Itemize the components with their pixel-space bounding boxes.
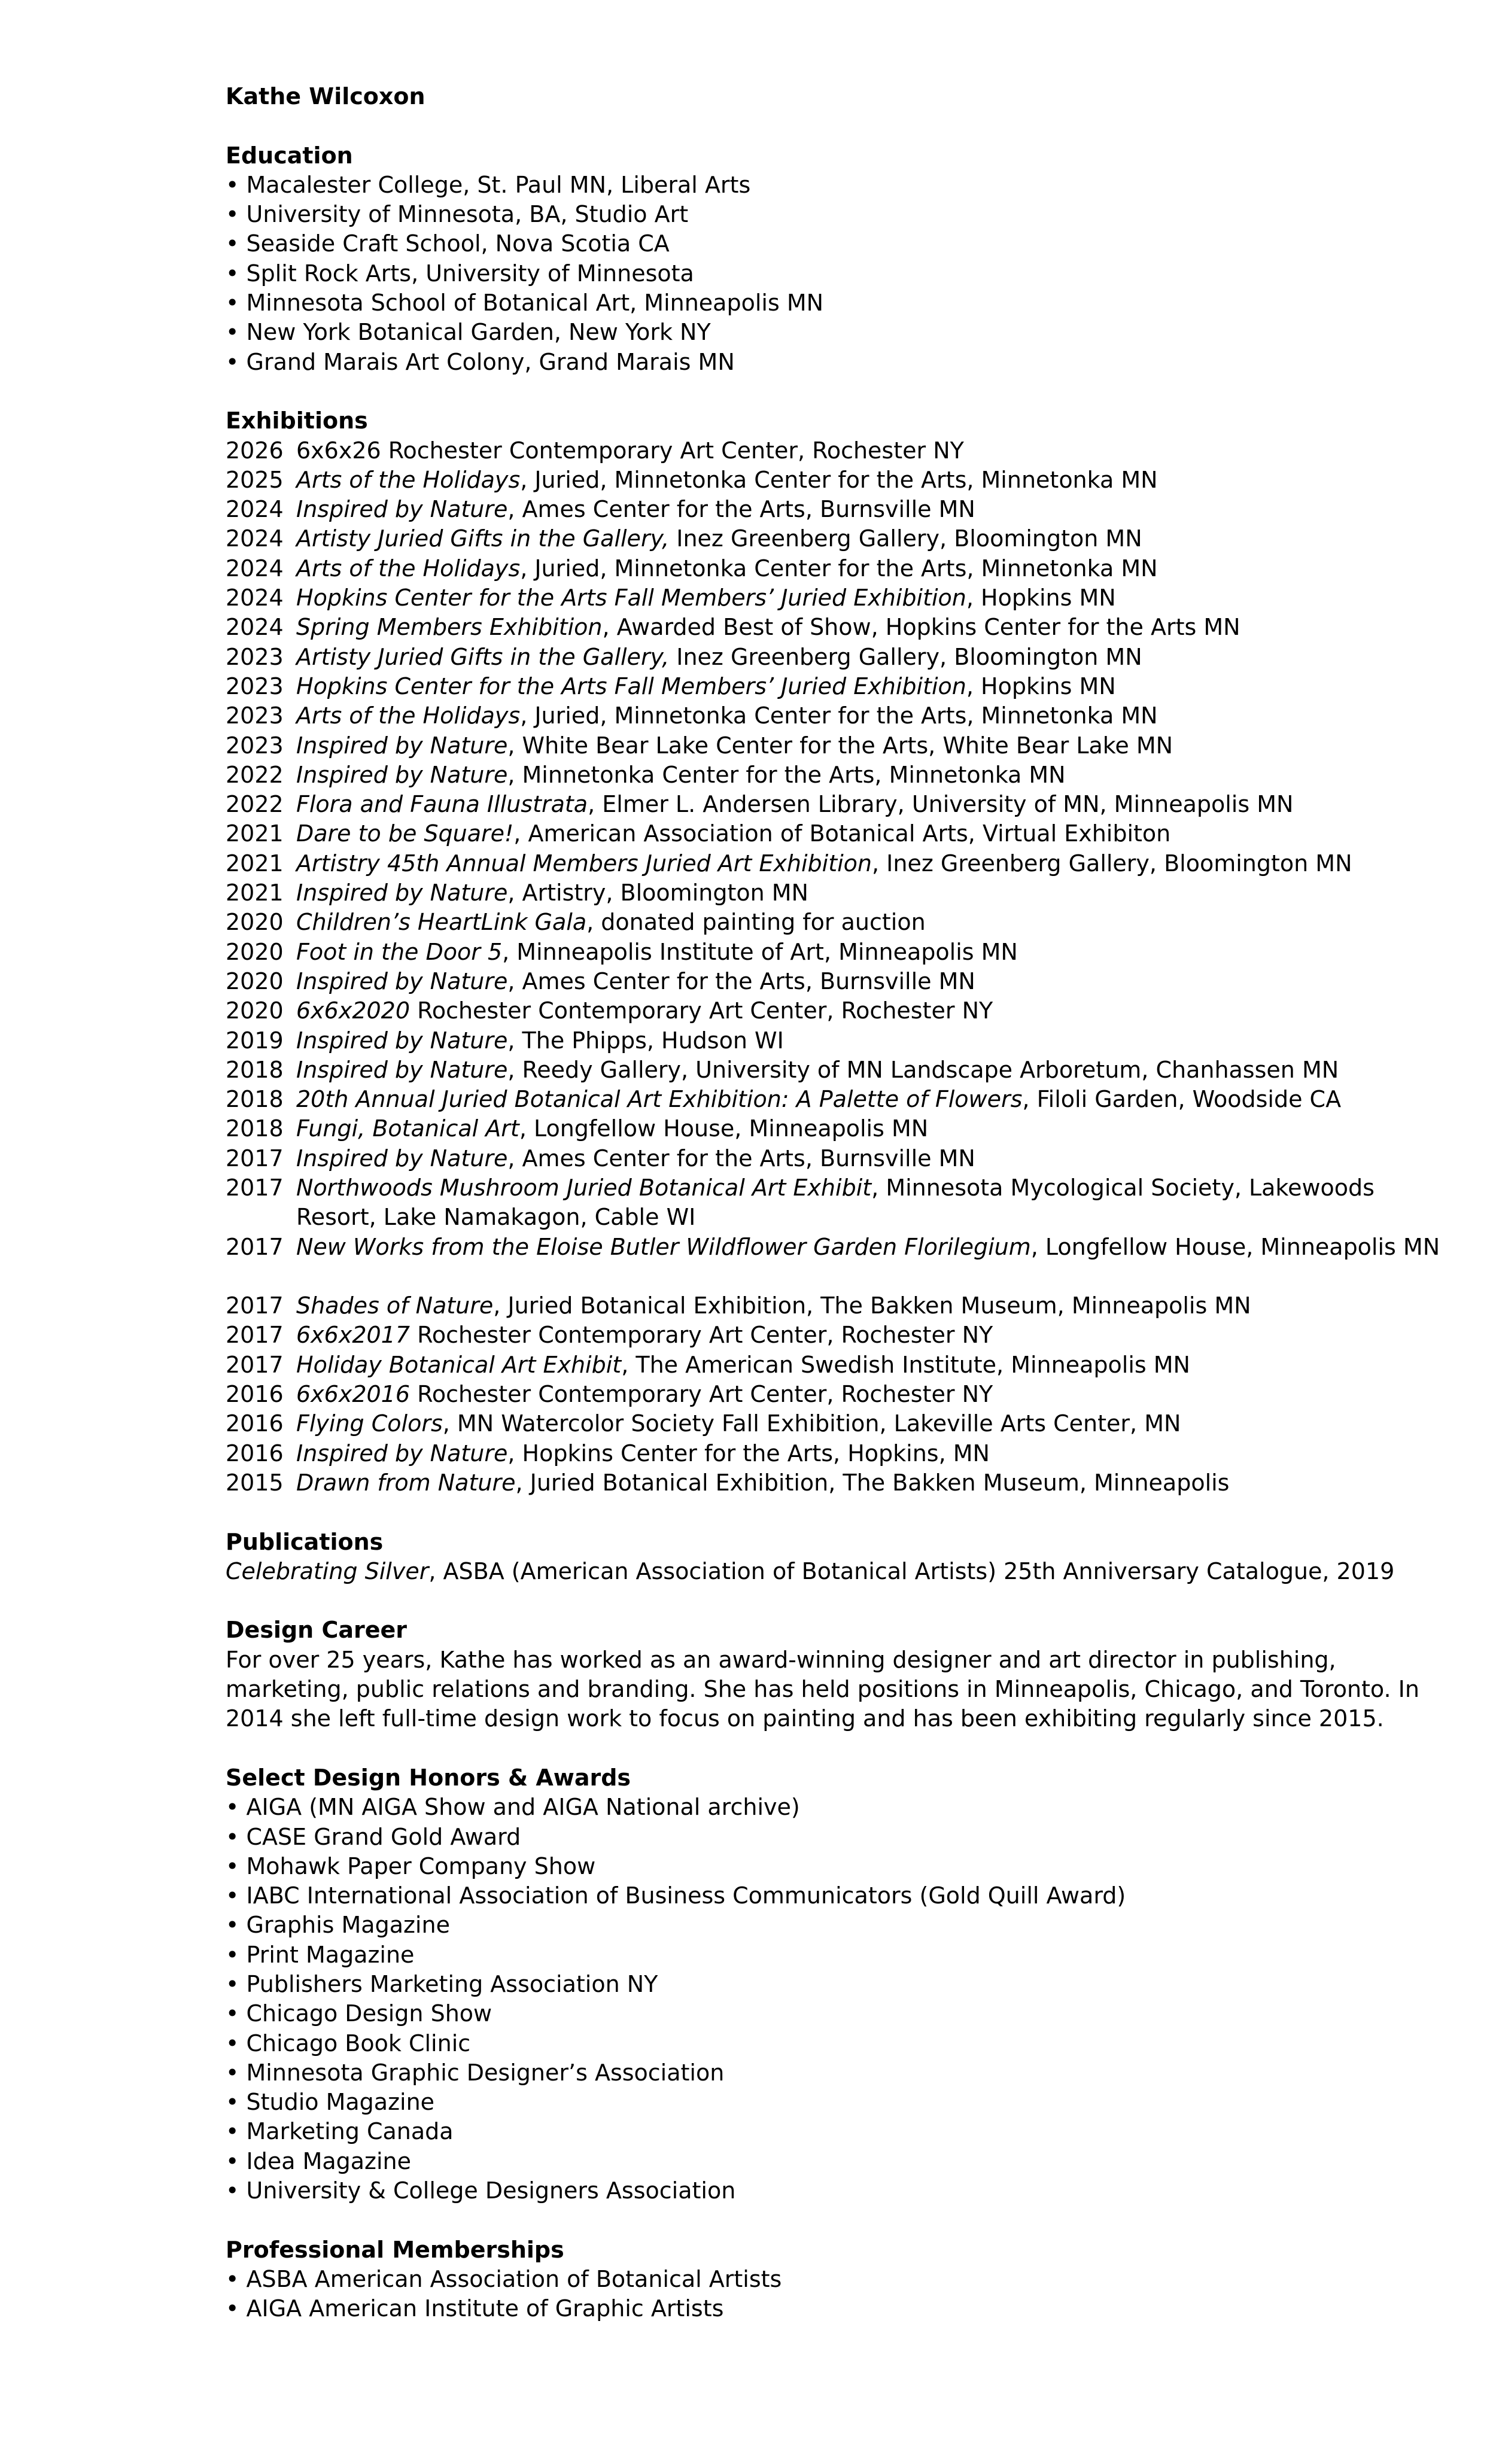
exhibition-year: 2017	[226, 1292, 284, 1319]
exhibition-year: 2017	[226, 1322, 284, 1349]
exhibition-description	[296, 761, 1458, 790]
exhibition-details: , Hopkins Center for the Arts, Hopkins, MN	[507, 1440, 990, 1467]
exhibition-details: , Artistry, Bloomington MN	[507, 880, 808, 906]
exhibition-details: , American Association of Botanical Arts, Virtual Exhibiton	[513, 820, 1171, 847]
exhibition-year: 2017	[226, 1351, 284, 1378]
publications-heading: Publications	[226, 1528, 384, 1555]
publication-title: Celebrating Silver	[226, 1558, 429, 1584]
exhibition-description	[296, 1233, 1458, 1292]
exhibition-description	[296, 524, 1458, 553]
exhibition-description	[296, 1439, 1458, 1468]
exhibition-details: , Hopkins MN	[966, 673, 1116, 699]
exhibition-details: , Ames Center for the Arts, Burnsville MN	[507, 1145, 975, 1172]
exhibition-year: 2020	[226, 997, 284, 1024]
exhibition-entry	[226, 1380, 1458, 1409]
exhibition-description	[296, 1468, 1458, 1498]
exhibition-description	[296, 908, 1458, 937]
list-item: • Grand Marais Art Colony, Grand Marais MN	[226, 348, 1458, 377]
exhibition-description	[296, 1321, 1458, 1350]
exhibition-details: , Minnesota Mycological Society, Lakewoods Resort, Lake Namakagon, Cable WI	[296, 1174, 1382, 1231]
exhibition-title: Children’s HeartLink Gala	[296, 909, 587, 936]
exhibition-year: 2026	[226, 437, 284, 464]
exhibition-details: , Longfellow House, Minneapolis MN	[519, 1115, 929, 1142]
list-item: • Graphis Magazine	[226, 1911, 1458, 1940]
exhibition-title: Holiday Botanical Art Exhibit	[296, 1351, 622, 1378]
exhibition-entry	[226, 849, 1458, 878]
exhibition-year: 2019	[226, 1027, 284, 1054]
exhibition-title: 20th Annual Juried Botanical Art Exhibition: A Palette of Flowers	[296, 1086, 1023, 1113]
exhibition-title: Fungi, Botanical Art	[296, 1115, 519, 1142]
list-item: • Split Rock Arts, University of Minnesota	[226, 259, 1458, 288]
exhibition-title: Artistry 45th Annual Members Juried Art Exhibition	[296, 850, 872, 877]
list-item: • Idea Magazine	[226, 2147, 1458, 2176]
exhibition-year: 2020	[226, 938, 284, 965]
exhibition-description	[296, 1144, 1458, 1173]
exhibition-description	[296, 554, 1458, 583]
list-item: • University of Minnesota, BA, Studio Art	[226, 200, 1458, 229]
memberships-list	[226, 2265, 1458, 2324]
exhibition-year: 2017	[226, 1233, 284, 1260]
exhibition-entry	[226, 761, 1458, 790]
exhibition-details: Inez Greenberg Gallery, Bloomington MN	[669, 643, 1142, 670]
exhibition-year: 2020	[226, 909, 284, 936]
exhibition-year: 2022	[226, 761, 284, 788]
exhibition-description	[296, 495, 1458, 524]
exhibition-entry	[226, 878, 1458, 908]
exhibition-description	[296, 1350, 1458, 1380]
exhibition-title: Artisty Juried Gifts in the Gallery,	[296, 643, 670, 670]
page-title: Kathe Wilcoxon	[226, 83, 425, 109]
exhibition-description	[296, 819, 1458, 848]
exhibition-entry	[226, 819, 1458, 848]
exhibition-title: New Works from the Eloise Butler Wildflower Garden Florilegium	[296, 1233, 1031, 1260]
exhibition-year: 2023	[226, 732, 284, 759]
list-item: • Marketing Canada	[226, 2117, 1458, 2146]
exhibition-description	[296, 878, 1458, 908]
exhibition-year: 2018	[226, 1115, 284, 1142]
design-career-heading: Design Career	[226, 1617, 407, 1644]
exhibition-details: , Juried Botanical Exhibition, The Bakken Museum, Minneapolis	[515, 1469, 1230, 1496]
publication-details: , ASBA (American Association of Botanical Artists) 25th Anniversary Catalogue, 2019	[428, 1558, 1395, 1584]
exhibition-year: 2024	[226, 585, 284, 612]
list-item: • AIGA (MN AIGA Show and AIGA National archive)	[226, 1793, 1458, 1822]
exhibition-title: Arts of the Holidays	[296, 702, 521, 729]
exhibition-title: 6x6x2020	[296, 997, 411, 1024]
exhibition-entry	[226, 1085, 1458, 1114]
exhibition-description	[296, 1085, 1458, 1114]
honors-heading: Select Design Honors & Awards	[226, 1764, 631, 1791]
publication-entry	[226, 1557, 1458, 1586]
exhibition-title: Spring Members Exhibition	[296, 614, 603, 641]
exhibition-title: Drawn from Nature	[296, 1469, 516, 1496]
exhibition-entry	[226, 731, 1458, 761]
exhibition-title: Shades of Nature	[296, 1292, 494, 1319]
exhibition-title: Hopkins Center for the Arts Fall Members’ Juried Exhibition	[296, 673, 966, 699]
exhibition-details: , Ames Center for the Arts, Burnsville MN	[507, 496, 975, 523]
exhibition-description	[296, 466, 1458, 495]
list-item: • Publishers Marketing Association NY	[226, 1970, 1458, 1999]
exhibition-entry	[226, 967, 1458, 996]
list-item: • Minnesota Graphic Designer’s Association	[226, 2058, 1458, 2088]
exhibition-title: Inspired by Nature	[296, 1440, 508, 1467]
exhibition-title: Inspired by Nature	[296, 968, 508, 994]
exhibition-description	[296, 1026, 1458, 1055]
list-item: • CASE Grand Gold Award	[226, 1823, 1458, 1852]
exhibition-year: 2025	[226, 466, 284, 493]
exhibition-entry	[226, 495, 1458, 524]
exhibition-description	[296, 731, 1458, 761]
list-item: • New York Botanical Garden, New York NY	[226, 318, 1458, 347]
exhibition-details: , Longfellow House, Minneapolis MN	[1030, 1233, 1440, 1260]
list-item: • Seaside Craft School, Nova Scotia CA	[226, 229, 1458, 258]
exhibition-details: , The Phipps, Hudson WI	[507, 1027, 784, 1054]
exhibition-entry	[226, 1409, 1458, 1438]
exhibition-entry	[226, 1439, 1458, 1468]
honors-list	[226, 1793, 1458, 2206]
exhibition-details: , The American Swedish Institute, Minneapolis MN	[621, 1351, 1190, 1378]
list-item: • Print Magazine	[226, 1940, 1458, 1970]
exhibition-title: Inspired by Nature	[296, 880, 508, 906]
exhibition-description	[296, 790, 1458, 819]
exhibition-entry	[226, 583, 1458, 613]
exhibition-entry	[226, 1291, 1458, 1321]
list-item: • Minnesota School of Botanical Art, Minneapolis MN	[226, 288, 1458, 318]
exhibition-entry	[226, 1350, 1458, 1380]
exhibition-description	[296, 583, 1458, 613]
exhibition-details: , Filoli Garden, Woodside CA	[1022, 1086, 1342, 1113]
exhibition-title: Foot in the Door 5	[296, 938, 503, 965]
list-item: • Macalester College, St. Paul MN, Liberal Arts	[226, 171, 1458, 200]
exhibition-description	[296, 849, 1458, 878]
exhibition-description	[296, 701, 1458, 731]
exhibition-year: 2021	[226, 880, 284, 906]
memberships-heading: Professional Memberships	[226, 2236, 564, 2263]
exhibition-year: 2023	[226, 673, 284, 699]
exhibition-details: , Juried, Minnetonka Center for the Arts, Minnetonka MN	[520, 466, 1158, 493]
exhibition-entry	[226, 1173, 1458, 1233]
exhibition-year: 2023	[226, 643, 284, 670]
exhibition-description	[296, 613, 1458, 642]
exhibition-details: , Juried Botanical Exhibition, The Bakken Museum, Minneapolis MN	[493, 1292, 1251, 1319]
exhibition-details: , donated painting for auction	[586, 909, 926, 936]
exhibition-entry	[226, 524, 1458, 553]
exhibition-description	[296, 643, 1458, 672]
exhibition-title: 6x6x2016	[296, 1381, 411, 1408]
spacer	[226, 1586, 1458, 1616]
exhibition-entry	[226, 701, 1458, 731]
exhibition-year: 2018	[226, 1056, 284, 1083]
exhibition-title: Artisty Juried Gifts in the Gallery,	[296, 525, 670, 552]
exhibition-title: Flying Colors	[296, 1410, 443, 1437]
exhibition-entry	[226, 466, 1458, 495]
exhibition-entry	[226, 436, 1458, 466]
list-item: • AIGA American Institute of Graphic Artists	[226, 2294, 1458, 2323]
exhibition-details: , Inez Greenberg Gallery, Bloomington MN	[872, 850, 1352, 877]
exhibition-text: 6x6x26 Rochester Contemporary Art Center, Rochester NY	[296, 437, 964, 464]
exhibition-year: 2016	[226, 1440, 284, 1467]
spacer	[226, 111, 1458, 141]
exhibition-year: 2024	[226, 496, 284, 523]
exhibition-title: Dare to be Square!	[296, 820, 514, 847]
resume-page	[226, 82, 1458, 2324]
exhibition-entry	[226, 554, 1458, 583]
spacer	[226, 377, 1458, 406]
exhibition-entry	[226, 908, 1458, 937]
exhibition-entry	[226, 1055, 1458, 1085]
list-item: • Chicago Book Clinic	[226, 2029, 1458, 2058]
exhibition-year: 2024	[226, 614, 284, 641]
exhibition-title: 6x6x2017	[296, 1322, 411, 1349]
exhibition-details: , Minneapolis Institute of Art, Minneapolis MN	[502, 938, 1018, 965]
exhibition-entry	[226, 1144, 1458, 1173]
exhibition-details: Rochester Contemporary Art Center, Rochester NY	[410, 997, 993, 1024]
exhibition-title: Arts of the Holidays	[296, 555, 521, 582]
exhibition-entry	[226, 1321, 1458, 1350]
exhibition-details: , Juried, Minnetonka Center for the Arts, Minnetonka MN	[520, 555, 1158, 582]
exhibition-title: Inspired by Nature	[296, 496, 508, 523]
exhibition-year: 2017	[226, 1145, 284, 1172]
exhibition-details: , Ames Center for the Arts, Burnsville MN	[507, 968, 975, 994]
exhibition-title: Inspired by Nature	[296, 1027, 508, 1054]
exhibition-entry	[226, 643, 1458, 672]
education-heading: Education	[226, 142, 353, 169]
exhibition-title: Inspired by Nature	[296, 761, 508, 788]
list-item: • ASBA American Association of Botanical Artists	[226, 2265, 1458, 2294]
design-career-text: For over 25 years, Kathe has worked as an award-winning designer and art director in publishing, marketing, public relations and branding. She has held positions in Minneapolis, Chicago, and Toronto. In 2014 she left full-time design work to focus on painting and has been exhibiting regularly since 2015.	[226, 1646, 1419, 1732]
exhibition-year: 2015	[226, 1469, 284, 1496]
exhibition-description	[296, 672, 1458, 701]
exhibition-details: Rochester Contemporary Art Center, Rochester NY	[410, 1381, 993, 1408]
exhibition-entry	[226, 996, 1458, 1026]
exhibition-year: 2023	[226, 702, 284, 729]
exhibitions-list	[226, 436, 1458, 1498]
exhibition-description	[296, 436, 1458, 466]
exhibition-description	[296, 1291, 1458, 1321]
exhibition-year: 2017	[226, 1174, 284, 1201]
list-item: • University & College Designers Association	[226, 2176, 1458, 2206]
exhibition-entry	[226, 1026, 1458, 1055]
exhibition-details: , White Bear Lake Center for the Arts, White Bear Lake MN	[507, 732, 1173, 759]
exhibition-year: 2022	[226, 791, 284, 818]
list-item: • IABC International Association of Business Communicators (Gold Quill Award)	[226, 1881, 1458, 1911]
exhibition-entry	[226, 672, 1458, 701]
exhibition-year: 2024	[226, 555, 284, 582]
exhibition-details: , Reedy Gallery, University of MN Landscape Arboretum, Chanhassen MN	[507, 1056, 1339, 1083]
exhibition-year: 2021	[226, 820, 284, 847]
exhibition-details: , MN Watercolor Society Fall Exhibition, Lakeville Arts Center, MN	[442, 1410, 1181, 1437]
exhibition-details: , Hopkins MN	[966, 585, 1116, 612]
spacer	[226, 1498, 1458, 1527]
exhibition-details: , Juried, Minnetonka Center for the Arts, Minnetonka MN	[520, 702, 1158, 729]
exhibition-description	[296, 996, 1458, 1026]
exhibition-year: 2024	[226, 525, 284, 552]
exhibition-year: 2020	[226, 968, 284, 994]
exhibition-entry	[226, 938, 1458, 967]
list-item: • Chicago Design Show	[226, 1999, 1458, 2028]
exhibition-entry	[226, 1233, 1458, 1292]
exhibition-description	[296, 967, 1458, 996]
exhibition-title: Inspired by Nature	[296, 1145, 508, 1172]
exhibition-description	[296, 1114, 1458, 1143]
list-item: • Mohawk Paper Company Show	[226, 1852, 1458, 1881]
exhibition-entry	[226, 613, 1458, 642]
exhibition-details: , Minnetonka Center for the Arts, Minnetonka MN	[507, 761, 1066, 788]
exhibition-details: Inez Greenberg Gallery, Bloomington MN	[669, 525, 1142, 552]
exhibition-title: Northwoods Mushroom Juried Botanical Art Exhibit	[296, 1174, 872, 1201]
exhibition-title: Inspired by Nature	[296, 732, 508, 759]
education-list	[226, 171, 1458, 377]
exhibition-details: , Awarded Best of Show, Hopkins Center for the Arts MN	[602, 614, 1240, 641]
exhibition-year: 2016	[226, 1410, 284, 1437]
exhibition-year: 2018	[226, 1086, 284, 1113]
exhibition-description	[296, 1409, 1458, 1438]
exhibition-title: Flora and Fauna Illustrata	[296, 791, 588, 818]
exhibition-title: Hopkins Center for the Arts Fall Members’ Juried Exhibition	[296, 585, 966, 612]
exhibition-entry	[226, 1114, 1458, 1143]
exhibition-year: 2016	[226, 1381, 284, 1408]
exhibition-description	[296, 938, 1458, 967]
exhibition-year: 2021	[226, 850, 284, 877]
list-item: • Studio Magazine	[226, 2088, 1458, 2117]
exhibition-description	[296, 1173, 1458, 1233]
exhibitions-heading: Exhibitions	[226, 407, 368, 434]
exhibition-entry	[226, 1468, 1458, 1498]
exhibition-description	[296, 1055, 1458, 1085]
exhibition-title: Inspired by Nature	[296, 1056, 508, 1083]
spacer	[226, 1734, 1458, 1763]
exhibition-details: , Elmer L. Andersen Library, University of MN, Minneapolis MN	[588, 791, 1294, 818]
exhibition-details: Rochester Contemporary Art Center, Rochester NY	[410, 1322, 993, 1349]
exhibition-entry	[226, 790, 1458, 819]
exhibition-description	[296, 1380, 1458, 1409]
spacer	[226, 2206, 1458, 2235]
exhibition-title: Arts of the Holidays	[296, 466, 521, 493]
